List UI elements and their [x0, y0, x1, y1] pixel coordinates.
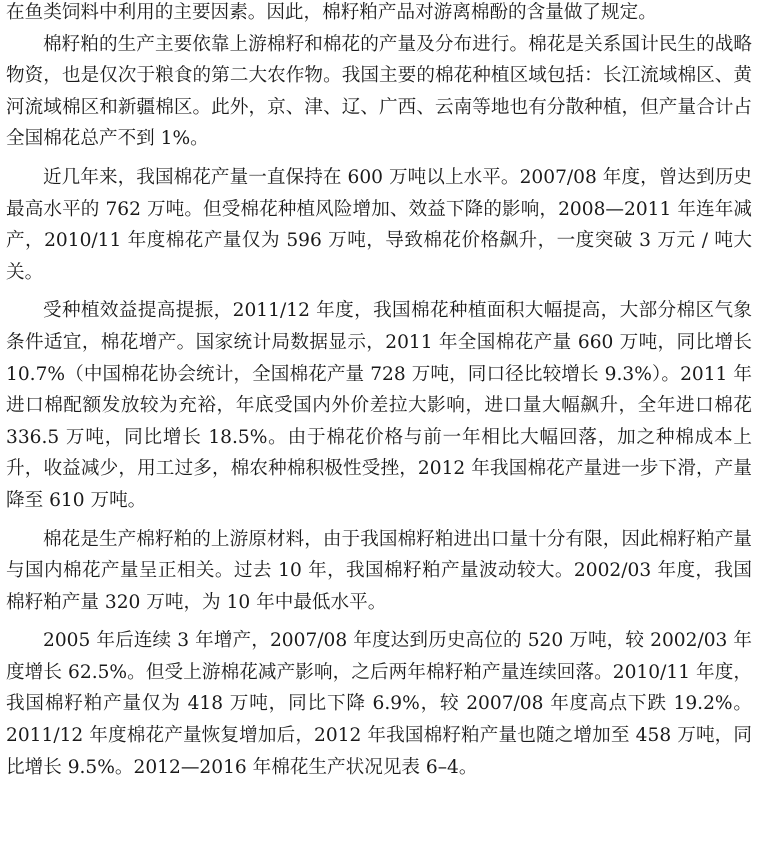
- paragraph-2011-cotton-increase: 受种植效益提高提振，2011/12 年度，我国棉花种植面积大幅提高，大部分棉区气象条件适宜，棉花增产。国家统计局数据显示，2011 年全国棉花产量 660 万吨，同比增长 10.7%（中国棉花协会统计，全国棉花产量 728 万吨，同口径比较增长 9.3%）。2011 年进口棉配额发放较为充裕，年底受国内外价差拉大影响，进口量大幅飙升，全年进口棉花 336.5 万吨，同比增长 18.5%。由于棉花价格与前一年相比大幅回落，加之种棉成本上升，收益减少，用工过多，棉农种棉积极性受挫，2012 年我国棉花产量进一步下滑，产量降至 610 万吨。: [6, 300, 752, 511]
- paragraph-cottonseed-meal-correlation: 棉花是生产棉籽粕的上游原材料，由于我国棉籽粕进出口量十分有限，因此棉籽粕产量与国内棉花产量呈正相关。过去 10 年，我国棉籽粕产量波动较大。2002/03 年度，我国棉籽粕产量 320 万吨，为 10 年中最低水平。: [6, 528, 752, 613]
- paragraph-gap: [6, 517, 752, 524]
- paragraph-gap: [6, 155, 752, 162]
- paragraph-cottonseed-meal-output-trend: 2005 年后连续 3 年增产，2007/08 年度达到历史高位的 520 万吨，较 2002/03 年度增长 62.5%。但受上游棉花减产影响，之后两年棉籽粕产量连续回落。2010/11 年度，我国棉籽粕产量仅为 418 万吨，同比下降 6.9%，较 2007/08 年度高点下跌 19.2%。2011/12 年度棉花产量恢复增加后，2012 年我国棉籽粕产量也随之增加至 458 万吨，同比增长 9.5%。2012—2016 年棉花生产状况见表 6–4。: [6, 630, 752, 778]
- paragraph-gap: [6, 618, 752, 625]
- paragraph-gap: [6, 288, 752, 295]
- paragraph-continuation: 在鱼类饲料中利用的主要因素。因此，棉籽粕产品对游离棉酚的含量做了规定。: [6, 2, 657, 23]
- paragraph-recent-cotton-output: 近几年来，我国棉花产量一直保持在 600 万吨以上水平。2007/08 年度，曾达到历史最高水平的 762 万吨。但受棉花种植风险增加、效益下降的影响，2008—2011 年连年减产，2010/11 年度棉花产量仅为 596 万吨，导致棉花价格飙升，一度突破 3 万元 / 吨大关。: [6, 166, 752, 283]
- paragraph-cotton-production-overview: 棉籽粕的生产主要依靠上游棉籽和棉花的产量及分布进行。棉花是关系国计民生的战略物资，也是仅次于粮食的第二大农作物。我国主要的棉花种植区域包括：长江流域棉区、黄河流域棉区和新疆棉区。此外，京、津、辽、广西、云南等地也有分散种植，但产量合计占全国棉花总产不到 1%。: [6, 33, 752, 150]
